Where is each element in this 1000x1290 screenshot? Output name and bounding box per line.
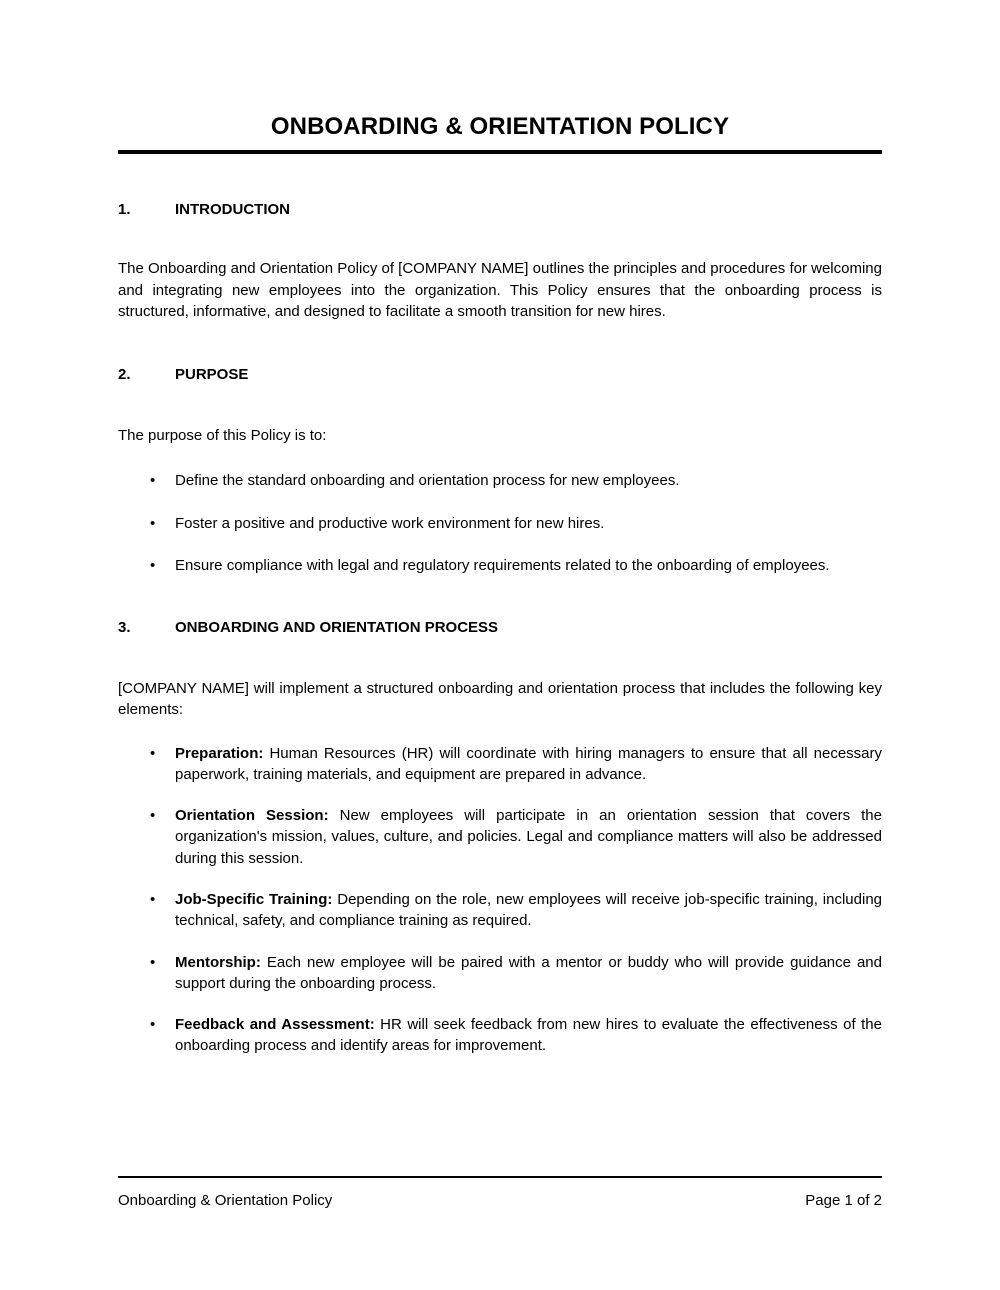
list-item xyxy=(118,805,882,869)
list-item xyxy=(118,889,882,932)
section-heading-process xyxy=(118,619,882,638)
section-title: ONBOARDING AND ORIENTATION PROCESS xyxy=(175,619,499,637)
bullet-icon: • xyxy=(150,807,156,825)
section-number: 2. xyxy=(118,366,131,384)
section-heading-introduction xyxy=(118,201,882,220)
bullet-icon: • xyxy=(150,891,156,908)
list-item-lead: Mentorship: xyxy=(175,953,261,971)
list-item-lead: Preparation: xyxy=(175,744,264,762)
list-item-text: Depending on the role, new employees will receive job-specific training, including technical, safety, and compliance training as required. xyxy=(175,891,883,930)
bullet-icon: • xyxy=(150,556,156,574)
page-footer xyxy=(118,1176,882,1211)
document-body xyxy=(118,0,882,1077)
list-item-text: Ensure compliance with legal and regulatory requirements related to the onboarding of employees. xyxy=(175,556,830,574)
footer-document-name: Onboarding & Orientation Policy xyxy=(118,1192,333,1209)
list-item-text: New employees will participate in an orientation session that covers the organization's mission, values, culture, and policies. Legal and compliance matters will also be addressed during this session. xyxy=(175,807,882,867)
introduction-paragraph: The Onboarding and Orientation Policy of [COMPANY NAME] outlines the principles and procedures for welcoming and integrating new employees into the organization. This Policy ensures that the onboarding process is structured, informative, and designed to facilitate a smooth transition for new hires. xyxy=(118,260,882,320)
list-item-text: HR will seek feedback from new hires to evaluate the effectiveness of the onboarding process and identify areas for improvement. xyxy=(175,1016,882,1055)
list-item xyxy=(118,743,882,786)
list-item xyxy=(118,952,882,995)
list-item-text: Foster a positive and productive work environment for new hires. xyxy=(175,514,605,532)
footer-divider xyxy=(118,1176,882,1178)
section-heading-purpose xyxy=(118,366,882,385)
process-bullet-list xyxy=(118,743,882,1057)
list-item-text: Human Resources (HR) will coordinate with hiring managers to ensure that all necessary paperwork, training materials, and equipment are prepared in advance. xyxy=(175,744,882,783)
bullet-icon: • xyxy=(150,1016,156,1034)
list-item-lead: Job-Specific Training: xyxy=(175,891,333,908)
list-item-lead: Orientation Session: xyxy=(175,807,329,825)
bullet-icon: • xyxy=(150,514,156,532)
list-item xyxy=(118,1014,882,1057)
list-item xyxy=(118,470,882,491)
footer-page-number: Page 1 of 2 xyxy=(805,1192,882,1209)
section-number: 3. xyxy=(118,619,131,637)
section-number: 1. xyxy=(118,200,131,218)
list-item xyxy=(118,555,882,576)
list-item-text: Define the standard onboarding and orientation process for new employees. xyxy=(175,472,680,490)
section-title: INTRODUCTION xyxy=(175,200,290,218)
bullet-icon: • xyxy=(150,744,156,762)
list-item-lead: Feedback and Assessment: xyxy=(175,1016,375,1034)
process-lead-paragraph: [COMPANY NAME] will implement a structured onboarding and orientation process that includes the following key elements: xyxy=(118,679,882,719)
purpose-lead-paragraph: The purpose of this Policy is to: xyxy=(118,426,327,444)
purpose-bullet-list xyxy=(118,470,882,576)
title-divider xyxy=(118,150,882,154)
page-title: ONBOARDING & ORIENTATION POLICY xyxy=(270,113,730,140)
bullet-icon: • xyxy=(150,472,156,490)
section-title: PURPOSE xyxy=(175,366,249,384)
list-item xyxy=(118,513,882,534)
footer-row xyxy=(118,1191,882,1211)
list-item-text: Each new employee will be paired with a mentor or buddy who will provide guidance and support during the onboarding process. xyxy=(175,953,882,992)
bullet-icon: • xyxy=(150,953,156,971)
